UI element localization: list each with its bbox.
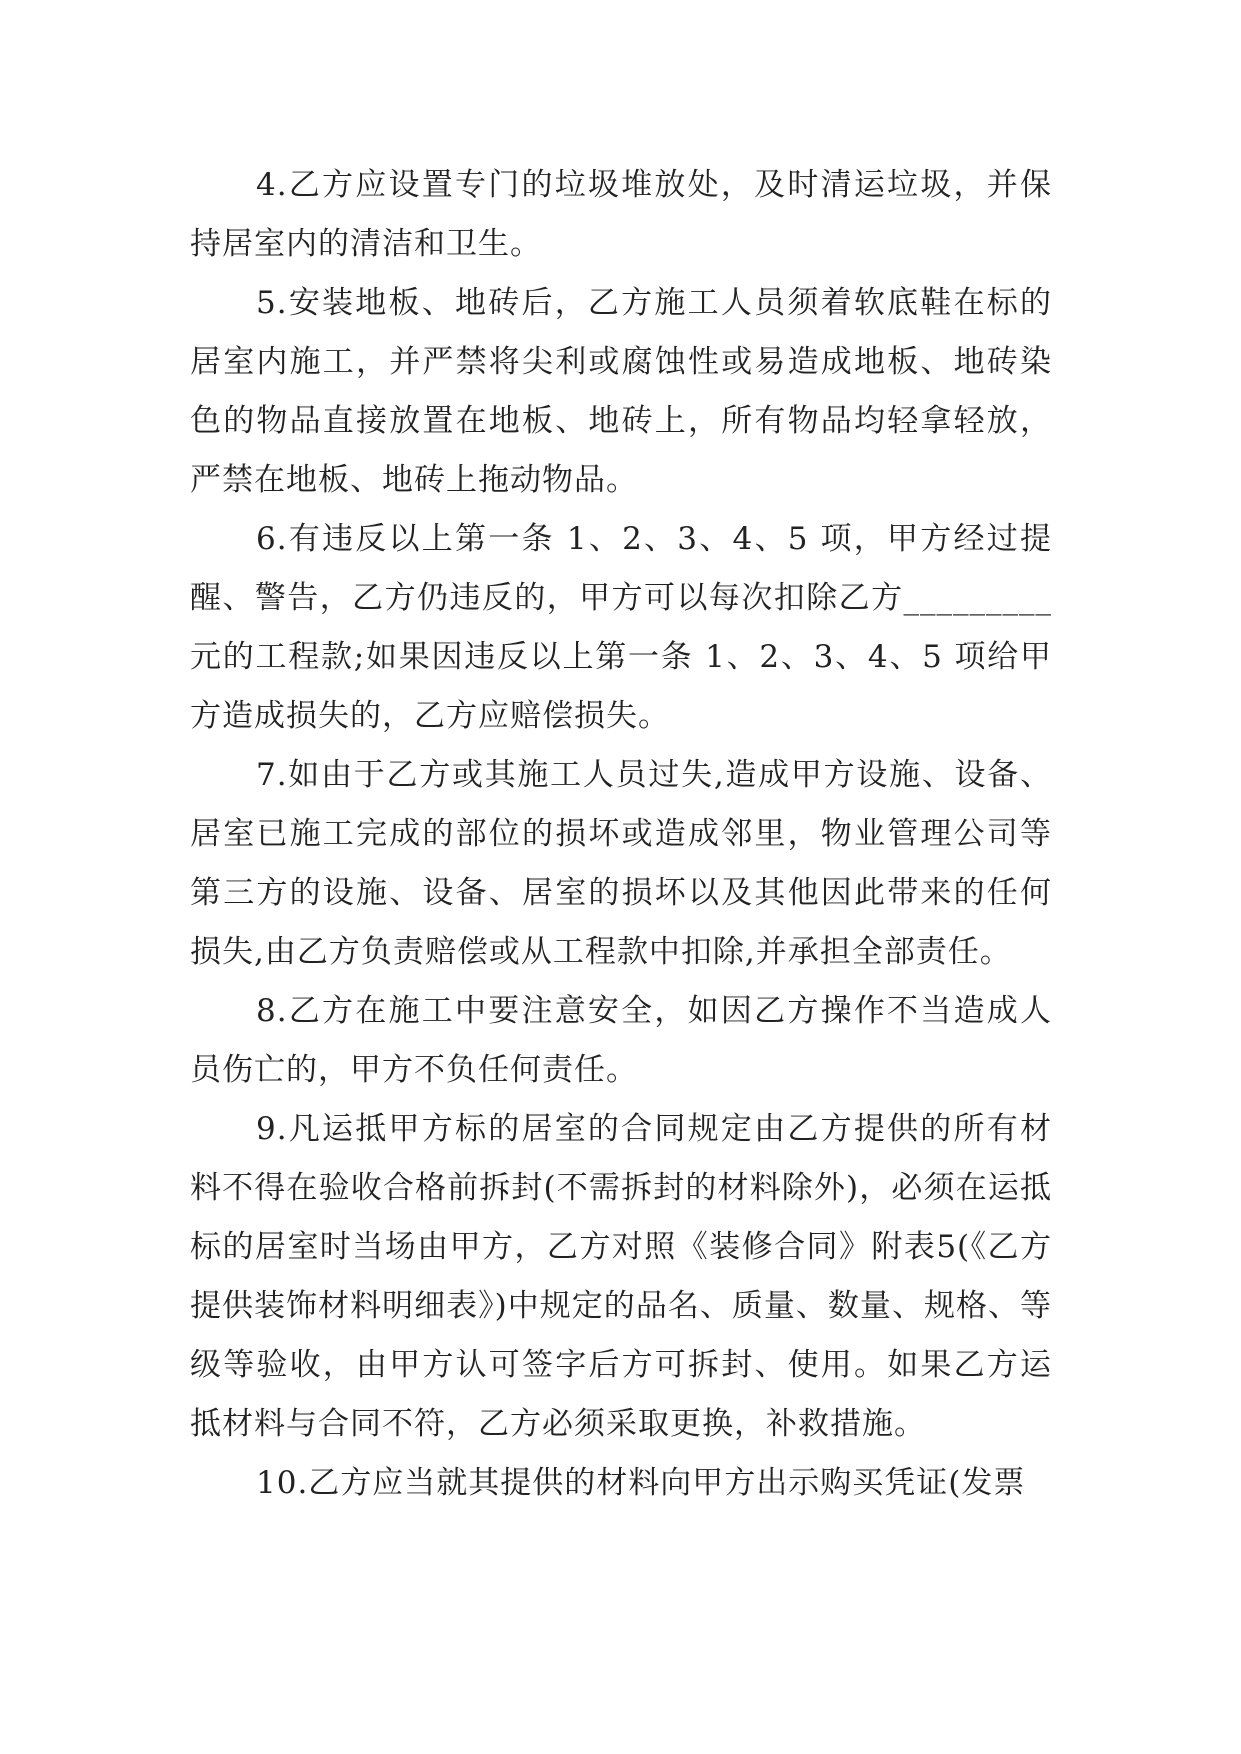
- document-body: [190, 156, 1052, 1513]
- clause-7: 7.如由于乙方或其施工人员过失,造成甲方设施、设备、居室已施工完成的部位的损坏或造成邻里，物业管理公司等第三方的设施、设备、居室的损坏以及其他因此带来的任何损失,由乙方负责赔偿或从工程款中扣除,并承担全部责任。: [190, 757, 1052, 970]
- clause-9: 9.凡运抵甲方标的居室的合同规定由乙方提供的所有材料不得在验收合格前拆封(不需拆封的材料除外)，必须在运抵标的居室时当场由甲方，乙方对照《装修合同》附表5(《乙方提供装饰材料明细表》)中规定的品名、质量、数量、规格、等级等验收，由甲方认可签字后方可拆封、使用。如果乙方运抵材料与合同不符，乙方必须采取更换，补救措施。: [190, 1111, 1052, 1442]
- clause-5: 5.安装地板、地砖后，乙方施工人员须着软底鞋在标的居室内施工，并严禁将尖利或腐蚀性或易造成地板、地砖染色的物品直接放置在地板、地砖上，所有物品均轻拿轻放，严禁在地板、地砖上拖动物品。: [190, 285, 1052, 498]
- clause-10: 10.乙方应当就其提供的材料向甲方出示购买凭证(发票: [256, 1465, 1026, 1501]
- clause-6: 6.有违反以上第一条 1、2、3、4、5 项，甲方经过提醒、警告，乙方仍违反的，甲方可以每次扣除乙方_________元的工程款;如果因违反以上第一条 1、2、3、4、5 项给甲方造成损失的，乙方应赔偿损失。: [190, 521, 1052, 734]
- clause-8: 8.乙方在施工中要注意安全，如因乙方操作不当造成人员伤亡的，甲方不负任何责任。: [190, 993, 1052, 1088]
- clause-4: 4.乙方应设置专门的垃圾堆放处，及时清运垃圾，并保持居室内的清洁和卫生。: [190, 167, 1052, 262]
